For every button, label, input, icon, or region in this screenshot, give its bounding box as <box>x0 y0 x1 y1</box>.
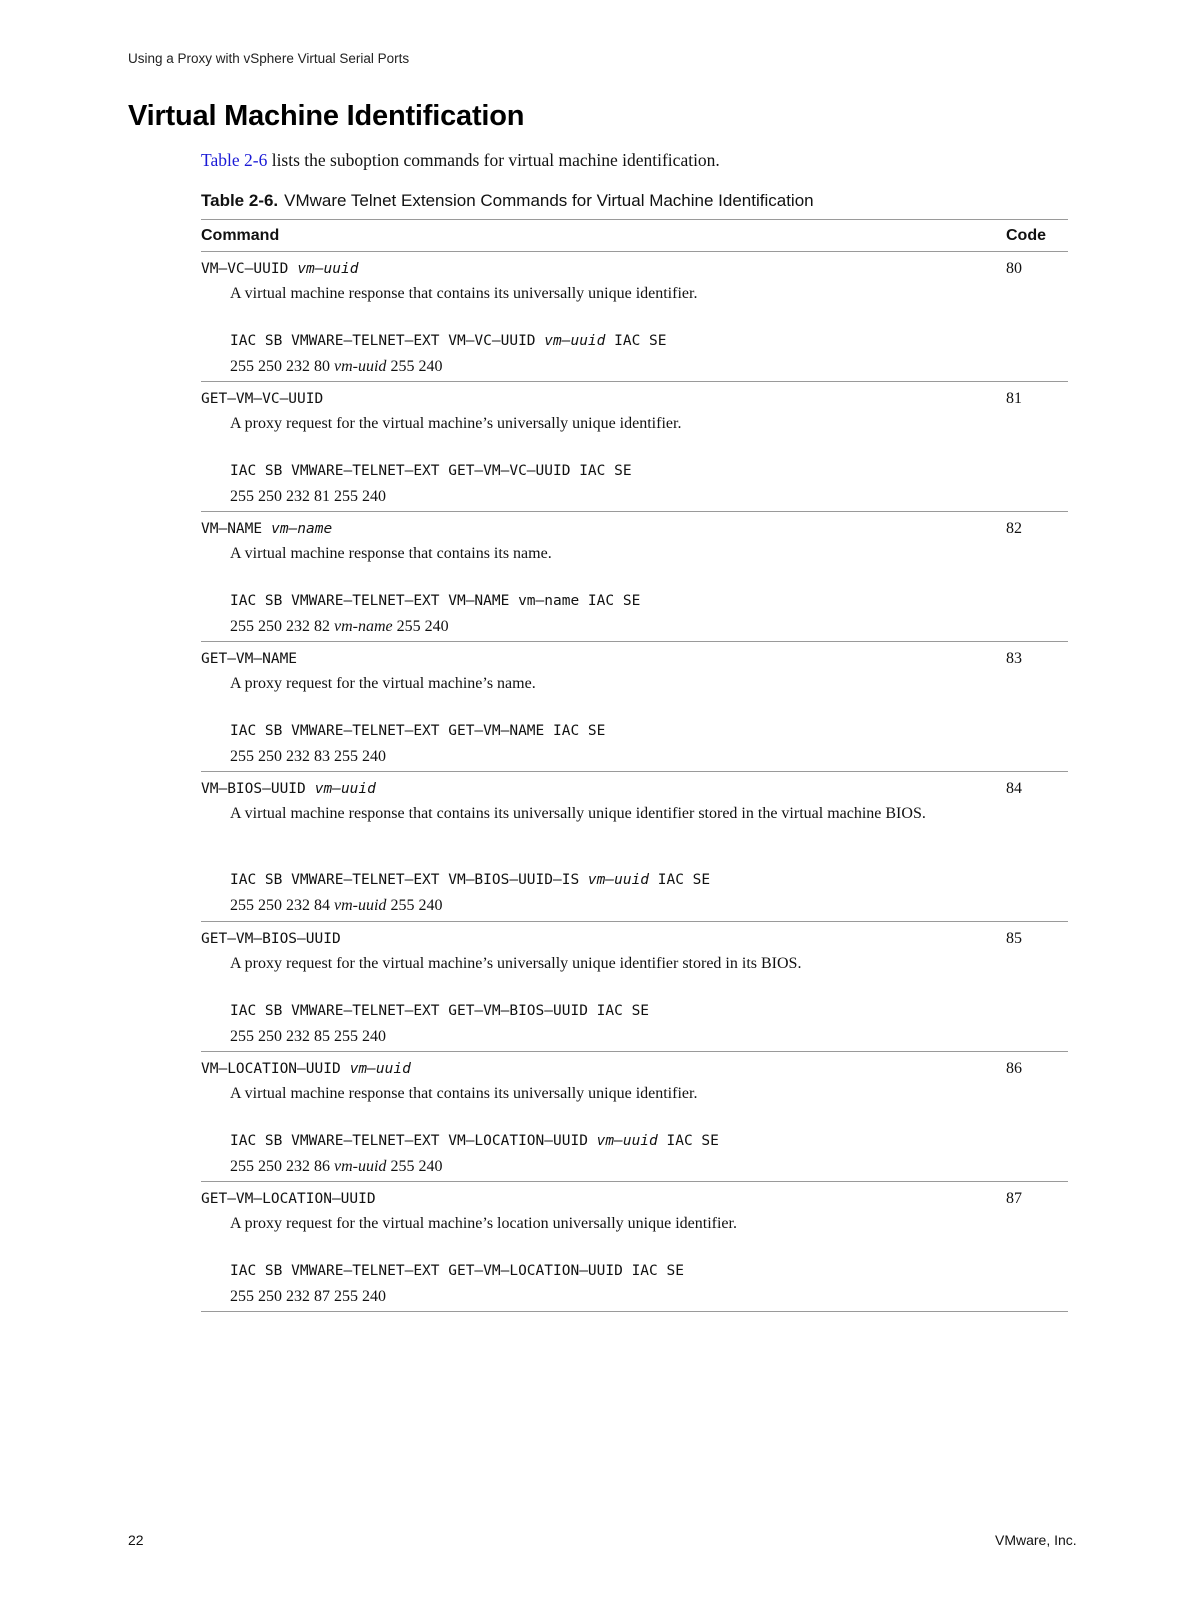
command-name <box>201 1061 411 1077</box>
command-keyword: VM–NAME <box>201 521 263 537</box>
bytes-argument: vm-uuid <box>334 897 387 914</box>
command-description: A proxy request for the virtual machine’s universally unique identifier stored in its BIOS. <box>230 955 802 972</box>
table-caption-number: Table 2-6. <box>201 191 279 210</box>
page-number: 22 <box>128 1532 144 1548</box>
command-keyword: VM–BIOS–UUID <box>201 781 306 797</box>
command-bytes <box>230 1158 442 1176</box>
command-syntax <box>230 1133 719 1149</box>
command-name <box>201 651 297 667</box>
table-row <box>201 1182 1068 1312</box>
command-keyword: GET–VM–LOCATION–UUID <box>201 1191 376 1207</box>
table-row <box>201 1052 1068 1182</box>
command-keyword: VM–VC–UUID <box>201 261 289 277</box>
command-syntax: IAC SB VMWARE–TELNET–EXT GET–VM–VC–UUID IAC SE <box>230 463 632 479</box>
table-row <box>201 922 1068 1052</box>
syntax-text: IAC SB VMWARE–TELNET–EXT VM–VC–UUID <box>230 333 545 349</box>
command-keyword: GET–VM–BIOS–UUID <box>201 931 341 947</box>
intro-paragraph <box>201 150 720 171</box>
command-description: A virtual machine response that contains its universally unique identifier. <box>230 285 698 302</box>
intro-text: lists the suboption commands for virtual machine identification. <box>267 150 720 170</box>
table-row <box>201 642 1068 772</box>
bytes-text: 255 250 232 84 <box>230 897 334 914</box>
command-syntax <box>230 872 710 888</box>
command-name <box>201 391 323 407</box>
table-cross-reference-link[interactable]: Table 2-6 <box>201 150 268 170</box>
table-row <box>201 382 1068 512</box>
running-header: Using a Proxy with vSphere Virtual Serial Ports <box>128 51 410 66</box>
bytes-argument: vm-name <box>334 618 393 635</box>
syntax-argument: vm–uuid <box>587 872 650 888</box>
table-caption <box>201 191 814 211</box>
syntax-text: IAC SB VMWARE–TELNET–EXT VM–BIOS–UUID–IS <box>230 872 588 888</box>
column-header-code: Code <box>1006 227 1046 244</box>
table-row <box>201 252 1068 382</box>
command-description: A proxy request for the virtual machine’s location universally unique identifier. <box>230 1215 737 1232</box>
command-argument: vm–uuid <box>314 781 376 797</box>
command-name <box>201 1191 376 1207</box>
command-name <box>201 781 376 797</box>
command-table <box>201 219 1068 1312</box>
command-argument: vm–name <box>271 521 333 537</box>
command-code: 80 <box>1006 260 1022 277</box>
command-bytes: 255 250 232 81 255 240 <box>230 488 386 505</box>
command-description: A virtual machine response that contains its name. <box>230 545 552 562</box>
syntax-text-end: IAC SE <box>649 872 711 888</box>
table-row <box>201 512 1068 642</box>
command-code: 87 <box>1006 1190 1022 1207</box>
command-code: 81 <box>1006 390 1022 407</box>
syntax-text-end: IAC SE <box>657 1133 719 1149</box>
command-description: A proxy request for the virtual machine’s universally unique identifier. <box>230 415 682 432</box>
command-name <box>201 931 341 947</box>
command-code: 84 <box>1006 780 1022 797</box>
table-caption-title: VMware Telnet Extension Commands for Virtual Machine Identification <box>284 191 814 210</box>
bytes-text-end: 255 240 <box>386 358 443 375</box>
bytes-text-end: 255 240 <box>392 618 449 635</box>
page-title: Virtual Machine Identification <box>128 100 525 132</box>
command-code: 86 <box>1006 1060 1022 1077</box>
command-code: 83 <box>1006 650 1022 667</box>
command-name <box>201 261 358 277</box>
command-keyword: VM–LOCATION–UUID <box>201 1061 341 1077</box>
command-bytes <box>230 358 442 376</box>
command-bytes: 255 250 232 87 255 240 <box>230 1288 386 1305</box>
command-bytes: 255 250 232 85 255 240 <box>230 1028 386 1045</box>
command-syntax: IAC SB VMWARE–TELNET–EXT GET–VM–LOCATION–UUID IAC SE <box>230 1263 684 1279</box>
syntax-argument: vm–uuid <box>544 333 606 349</box>
table-header-row <box>201 220 1068 252</box>
command-keyword: GET–VM–NAME <box>201 651 298 667</box>
command-argument: vm–uuid <box>349 1061 411 1077</box>
command-syntax: IAC SB VMWARE–TELNET–EXT VM–NAME vm–name IAC SE <box>230 593 641 609</box>
command-bytes: 255 250 232 83 255 240 <box>230 748 386 765</box>
bytes-text-end: 255 240 <box>386 1158 443 1175</box>
command-argument: vm–uuid <box>297 261 359 277</box>
column-header-command: Command <box>201 227 280 244</box>
bytes-text: 255 250 232 82 <box>230 618 334 635</box>
bytes-argument: vm-uuid <box>334 358 387 375</box>
command-description: A virtual machine response that contains its universally unique identifier. <box>230 1085 698 1102</box>
command-syntax <box>230 333 667 349</box>
command-keyword: GET–VM–VC–UUID <box>201 391 324 407</box>
command-syntax: IAC SB VMWARE–TELNET–EXT GET–VM–NAME IAC SE <box>230 723 606 739</box>
command-code: 82 <box>1006 520 1022 537</box>
syntax-argument: vm–uuid <box>596 1133 658 1149</box>
footer-company: VMware, Inc. <box>995 1532 1077 1548</box>
table-row <box>201 772 1068 922</box>
command-description: A proxy request for the virtual machine’s name. <box>230 675 536 692</box>
bytes-argument: vm-uuid <box>334 1158 387 1175</box>
command-code: 85 <box>1006 930 1022 947</box>
command-description: A virtual machine response that contains its universally unique identifier stored in the virtual machine BIOS. <box>230 805 926 822</box>
bytes-text: 255 250 232 80 <box>230 358 334 375</box>
command-bytes <box>230 618 449 636</box>
syntax-text: IAC SB VMWARE–TELNET–EXT VM–LOCATION–UUID <box>230 1133 597 1149</box>
syntax-text-end: IAC SE <box>605 333 667 349</box>
command-name <box>201 521 332 537</box>
command-syntax: IAC SB VMWARE–TELNET–EXT GET–VM–BIOS–UUID IAC SE <box>230 1003 650 1019</box>
bytes-text: 255 250 232 86 <box>230 1158 334 1175</box>
command-bytes <box>230 897 442 915</box>
bytes-text-end: 255 240 <box>386 897 443 914</box>
